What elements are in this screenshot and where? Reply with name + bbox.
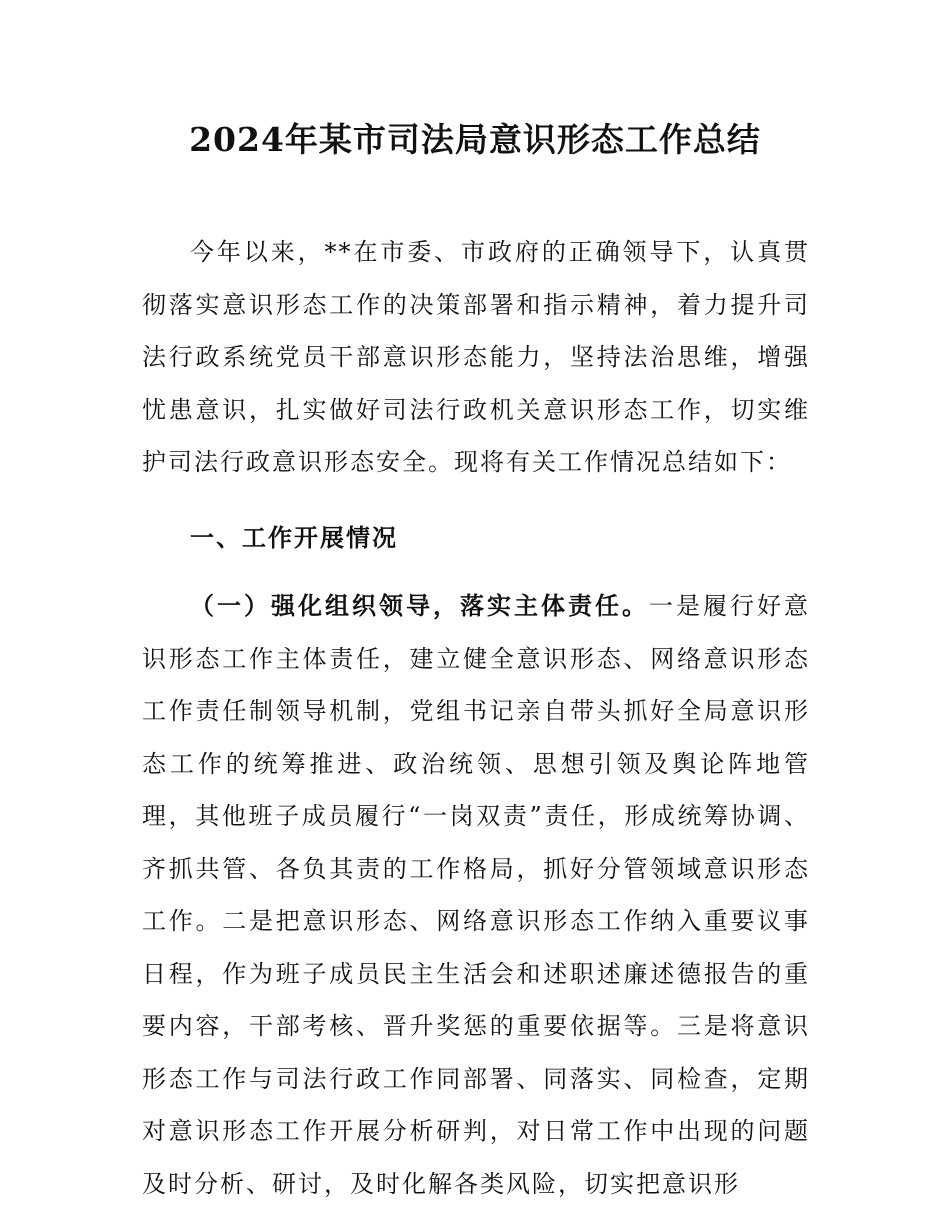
intro-paragraph: 今年以来，**在市委、市政府的正确领导下，认真贯彻落实意识形态工作的决策部署和指示精神，着力提升司法行政系统党员干部意识形态能力，坚持法治思维，增强忧患意识，扎实做好司法行政机关意识形态工作，切实维护司法行政意识形态安全。现将有关工作情况总结如下： [142,238,810,476]
document-title: 2024年某市司法局意识形态工作总结 [189,120,761,159]
subsection-heading: （一）强化组织领导，落实主体责任。 [190,592,649,620]
subsection-paragraph [142,580,810,1210]
section-heading: 一、工作开展情况 [190,524,398,552]
subsection-body: 一是履行好意识形态工作主体责任，建立健全意识形态、网络意识形态工作责任制领导机制，党组书记亲自带头抓好全局意识形态工作的统筹推进、政治统领、思想引领及舆论阵地管理，其他班子成员履行“一岗双责”责任，形成统筹协调、齐抓共管、各负其责的工作格局，抓好分管领域意识形态工作。二是把意识形态、网络意识形态工作纳入重要议事日程，作为班子成员民主生活会和述职述廉述德报告的重要内容，干部考核、晋升奖惩的重要依据等。三是将意识形态工作与司法行政工作同部署、同落实、同检查，定期对意识形态工作开展分析研判，对日常工作中出现的问题及时分析、研讨，及时化解各类风险，切实把意识形 [142,592,810,1198]
